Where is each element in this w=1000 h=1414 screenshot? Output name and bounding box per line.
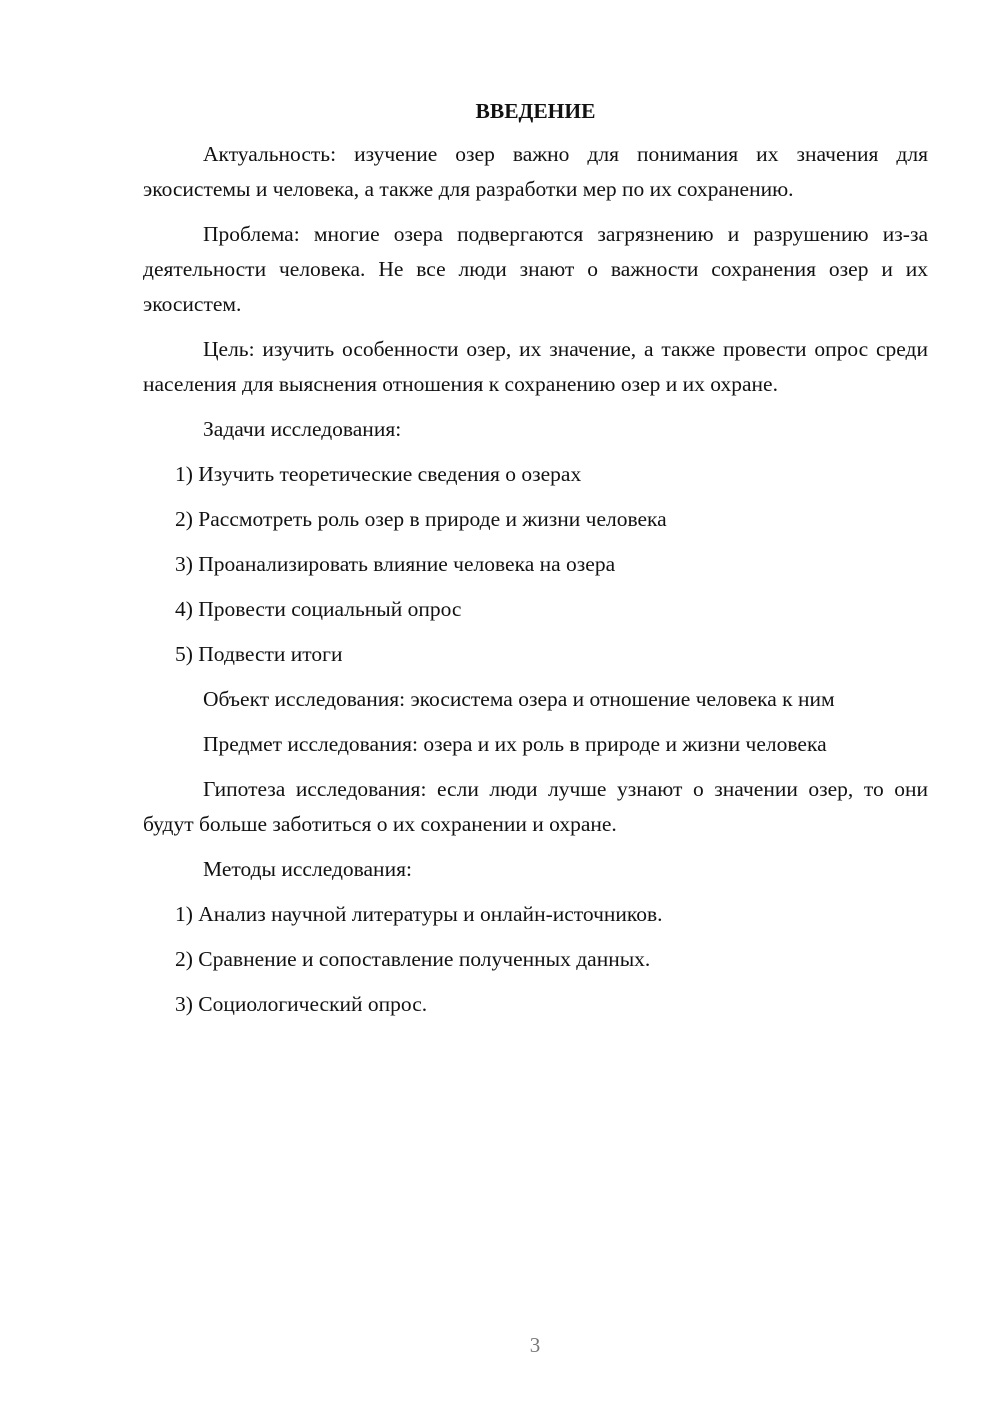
subject-paragraph: Предмет исследования: озера и их роль в природе и жизни человека xyxy=(203,732,827,756)
method-item: 3) Социологический опрос. xyxy=(175,992,428,1016)
page-number: 3 xyxy=(529,1333,541,1357)
tasks-heading: Задачи исследования: xyxy=(203,417,402,441)
task-item: 5) Подвести итоги xyxy=(175,642,343,666)
document-body xyxy=(143,95,928,1032)
method-item: 2) Сравнение и сопоставление полученных данных. xyxy=(175,947,651,971)
relevance-paragraph: Актуальность: изучение озер важно для понимания их значения для экосистемы и человека, а также для разработки мер по их сохранению. xyxy=(143,142,928,201)
method-item: 1) Анализ научной литературы и онлайн-источников. xyxy=(175,902,663,926)
task-item: 4) Провести социальный опрос xyxy=(175,597,462,621)
task-item: 1) Изучить теоретические сведения о озерах xyxy=(175,462,582,486)
task-item: 2) Рассмотреть роль озер в природе и жизни человека xyxy=(175,507,667,531)
problem-paragraph: Проблема: многие озера подвергаются загрязнению и разрушению из-за деятельности человека. Не все люди знают о важности сохранения озер и их экосистем. xyxy=(143,222,928,316)
task-item: 3) Проанализировать влияние человека на озера xyxy=(175,552,616,576)
tasks-list xyxy=(143,457,928,672)
methods-list xyxy=(143,897,928,1022)
methods-heading: Методы исследования: xyxy=(203,857,412,881)
document-title: ВВЕДЕНИЕ xyxy=(475,99,596,123)
object-paragraph: Объект исследования: экосистема озера и отношение человека к ним xyxy=(203,687,835,711)
hypothesis-paragraph: Гипотеза исследования: если люди лучше узнают о значении озер, то они будут больше заботиться о их сохранении и охране. xyxy=(143,777,928,836)
goal-paragraph: Цель: изучить особенности озер, их значение, а также провести опрос среди населения для выяснения отношения к сохранению озер и их охране. xyxy=(143,337,928,396)
